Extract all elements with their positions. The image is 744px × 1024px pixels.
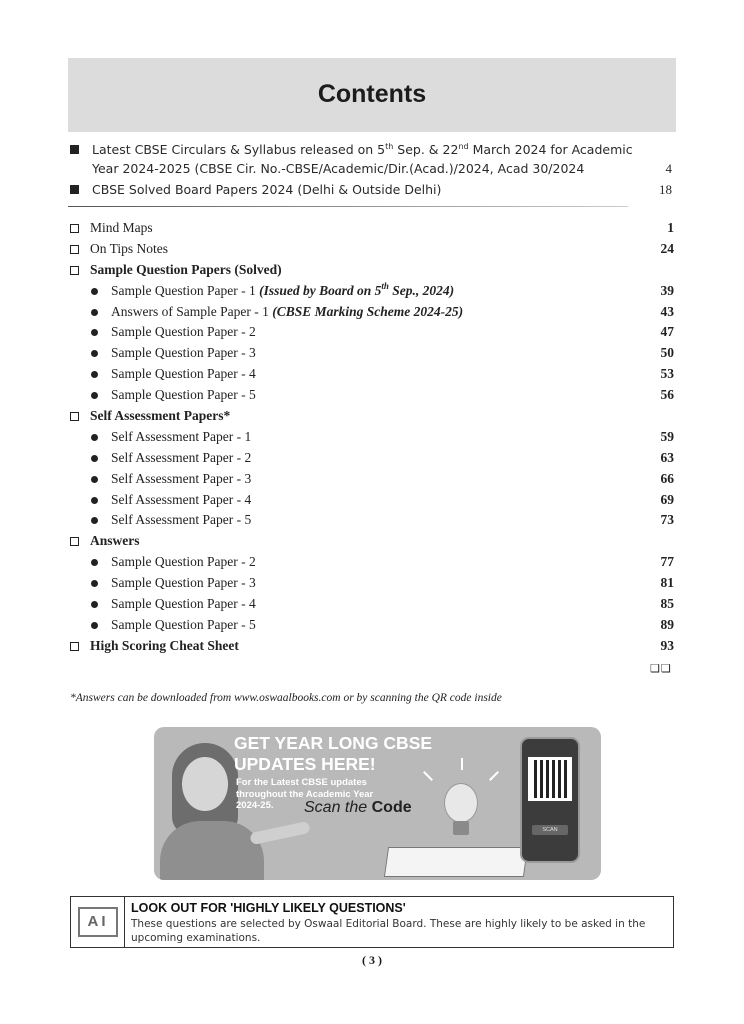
superscript: nd [458,142,469,151]
toc-label: On Tips Notes [90,240,169,256]
page-number: 63 [660,449,674,465]
qr-promo-banner[interactable] [154,727,601,880]
page-number-footer: ( 3 ) [362,953,382,967]
bullet-dot-icon [91,288,98,295]
qr-code-icon[interactable] [528,757,572,801]
toc-item-sap-3[interactable] [70,469,674,490]
page-number: 89 [660,616,674,632]
toc-item-sap-4[interactable] [70,490,674,511]
top-list [68,140,674,199]
note-title: LOOK OUT FOR 'HIGHLY LIKELY QUESTIONS' [131,901,406,915]
toc-section-label: Sample Question Papers (Solved) [90,261,282,277]
bullet-dot-icon [91,350,98,357]
toc-label: Sample Question Paper - 4 [111,366,256,382]
page-number: 81 [660,575,674,591]
bullet-dot-icon [91,601,98,608]
page-number: 18 [659,182,672,197]
toc-item-sqp-5[interactable] [70,385,674,406]
end-marks: ❑❑ [650,663,672,675]
toc-label: Sample Question Paper - 2 [111,554,256,570]
ai-icon: AI [78,907,118,937]
top-item-text: Sep. & 22 [393,142,459,157]
page-number: 43 [660,303,674,319]
toc-item-sqp-1[interactable] [70,281,674,302]
superscript: th [385,142,394,151]
footnote: *Answers can be downloaded from www.oswaalbooks.com or by scanning the QR code inside [70,692,502,704]
toc-label: Self Assessment Paper - 1 [111,428,252,444]
open-book-icon [384,847,528,877]
page-number: 4 [665,161,672,176]
toc-section-sample-papers [70,260,674,281]
toc-item-sqp-2[interactable] [70,322,674,343]
toc-item-sqp-4[interactable] [70,364,674,385]
phone-icon [520,737,580,863]
checkbox-bullet-icon [70,245,79,254]
toc-section-label: Self Assessment Papers* [90,408,231,424]
toc-label: Sample Question Paper - 1 (Issued by Board on 5th Sep., 2024) [111,280,455,298]
page-number: 47 [660,324,674,340]
bullet-dot-icon [91,559,98,566]
bullet-dot-icon [91,371,98,378]
checkbox-bullet-icon [70,266,79,275]
lightbulb-icon [444,783,478,823]
checkbox-bullet-icon [70,537,79,546]
toc-label: High Scoring Cheat Sheet [90,637,239,653]
page-number: 39 [660,282,674,298]
checkbox-bullet-icon [70,412,79,421]
toc-label: Self Assessment Paper - 4 [111,491,252,507]
top-item-text: CBSE Solved Board Papers 2024 (Delhi & Outside Delhi) [92,182,442,197]
toc-label: Self Assessment Paper - 2 [111,449,252,465]
toc-item-cheat-sheet[interactable] [70,636,674,657]
girl-arm [249,821,310,845]
banner-subtitle: For the Latest CBSE updates throughout the Academic Year 2024-25. [236,777,374,811]
square-bullet-icon [70,185,79,194]
light-ray [461,758,463,770]
toc-item-answers-sqp-5[interactable] [70,615,674,636]
toc-item-answers-sqp-3[interactable] [70,573,674,594]
highly-likely-note [70,896,674,948]
toc-label: Sample Question Paper - 4 [111,596,256,612]
banner-scan-text: Scan the Code [304,799,412,816]
toc-item-sap-1[interactable] [70,427,674,448]
note-icon-cell [71,897,125,947]
page-number: 69 [660,491,674,507]
bullet-dot-icon [91,329,98,336]
toc-section-label: Answers [90,533,140,549]
toc-list [70,218,674,657]
scan-button[interactable]: SCAN [532,825,568,835]
banner-title: GET YEAR LONG CBSE UPDATES HERE! [234,733,433,774]
bullet-dot-icon [91,517,98,524]
checkbox-bullet-icon [70,224,79,233]
bullet-dot-icon [91,434,98,441]
toc-item-answers-sqp-1[interactable] [70,302,674,323]
top-item-text: March 2024 for Academic Year 2024-2025 (CBSE Cir. No.-CBSE/Academic/Dir.(Acad.)/2024, Acad 30/2024 [92,142,633,176]
page-number: 93 [660,637,674,653]
bullet-dot-icon [91,455,98,462]
toc-item-mind-maps[interactable] [70,218,674,239]
page-number: 56 [660,387,674,403]
girl-body [160,821,264,880]
page-number: 73 [660,512,674,528]
toc-label: Self Assessment Paper - 3 [111,470,252,486]
toc-label: Sample Question Paper - 5 [111,387,256,403]
toc-item-answers-sqp-2[interactable] [70,552,674,573]
bullet-dot-icon [91,622,98,629]
checkbox-bullet-icon [70,642,79,651]
toc-item-sqp-3[interactable] [70,343,674,364]
toc-label: Sample Question Paper - 2 [111,324,256,340]
page-number: 59 [660,428,674,444]
toc-section-answers [70,531,674,552]
toc-label: Mind Maps [90,220,153,235]
bullet-dot-icon [91,309,98,316]
toc-label: Sample Question Paper - 5 [111,616,256,632]
bullet-dot-icon [91,476,98,483]
page-number: 85 [660,596,674,612]
page-title: Contents [317,80,427,108]
girl-face [182,757,228,811]
toc-item-on-tips[interactable] [70,239,674,260]
toc-label: Answers of Sample Paper - 1 (CBSE Marking Scheme 2024-25) [111,303,464,319]
toc-item-sap-2[interactable] [70,448,674,469]
toc-item-sap-5[interactable] [70,510,674,531]
divider [68,206,628,207]
bullet-dot-icon [91,392,98,399]
page-number: 24 [660,240,674,256]
toc-label: Sample Question Paper - 3 [111,345,256,361]
lightbulb-base [453,821,469,835]
page-number: 53 [660,366,674,382]
page-number: 77 [660,554,674,570]
toc-section-self-assessment [70,406,674,427]
bullet-dot-icon [91,580,98,587]
toc-label: Self Assessment Paper - 5 [111,512,252,528]
top-item-circulars[interactable] [68,140,674,178]
page-number: 1 [667,220,674,235]
top-item-text: Latest CBSE Circulars & Syllabus released on 5 [92,142,386,157]
page-number: 50 [660,345,674,361]
page-number: 66 [660,470,674,486]
toc-item-answers-sqp-4[interactable] [70,594,674,615]
bullet-dot-icon [91,497,98,504]
top-item-board-papers[interactable] [68,180,674,199]
toc-label: Sample Question Paper - 3 [111,575,256,591]
contents-header [68,58,676,132]
note-text: These questions are selected by Oswaal Editorial Board. These are highly likely to be asked in the upcoming examinations. [131,918,646,944]
light-ray [489,771,499,781]
square-bullet-icon [70,145,79,154]
